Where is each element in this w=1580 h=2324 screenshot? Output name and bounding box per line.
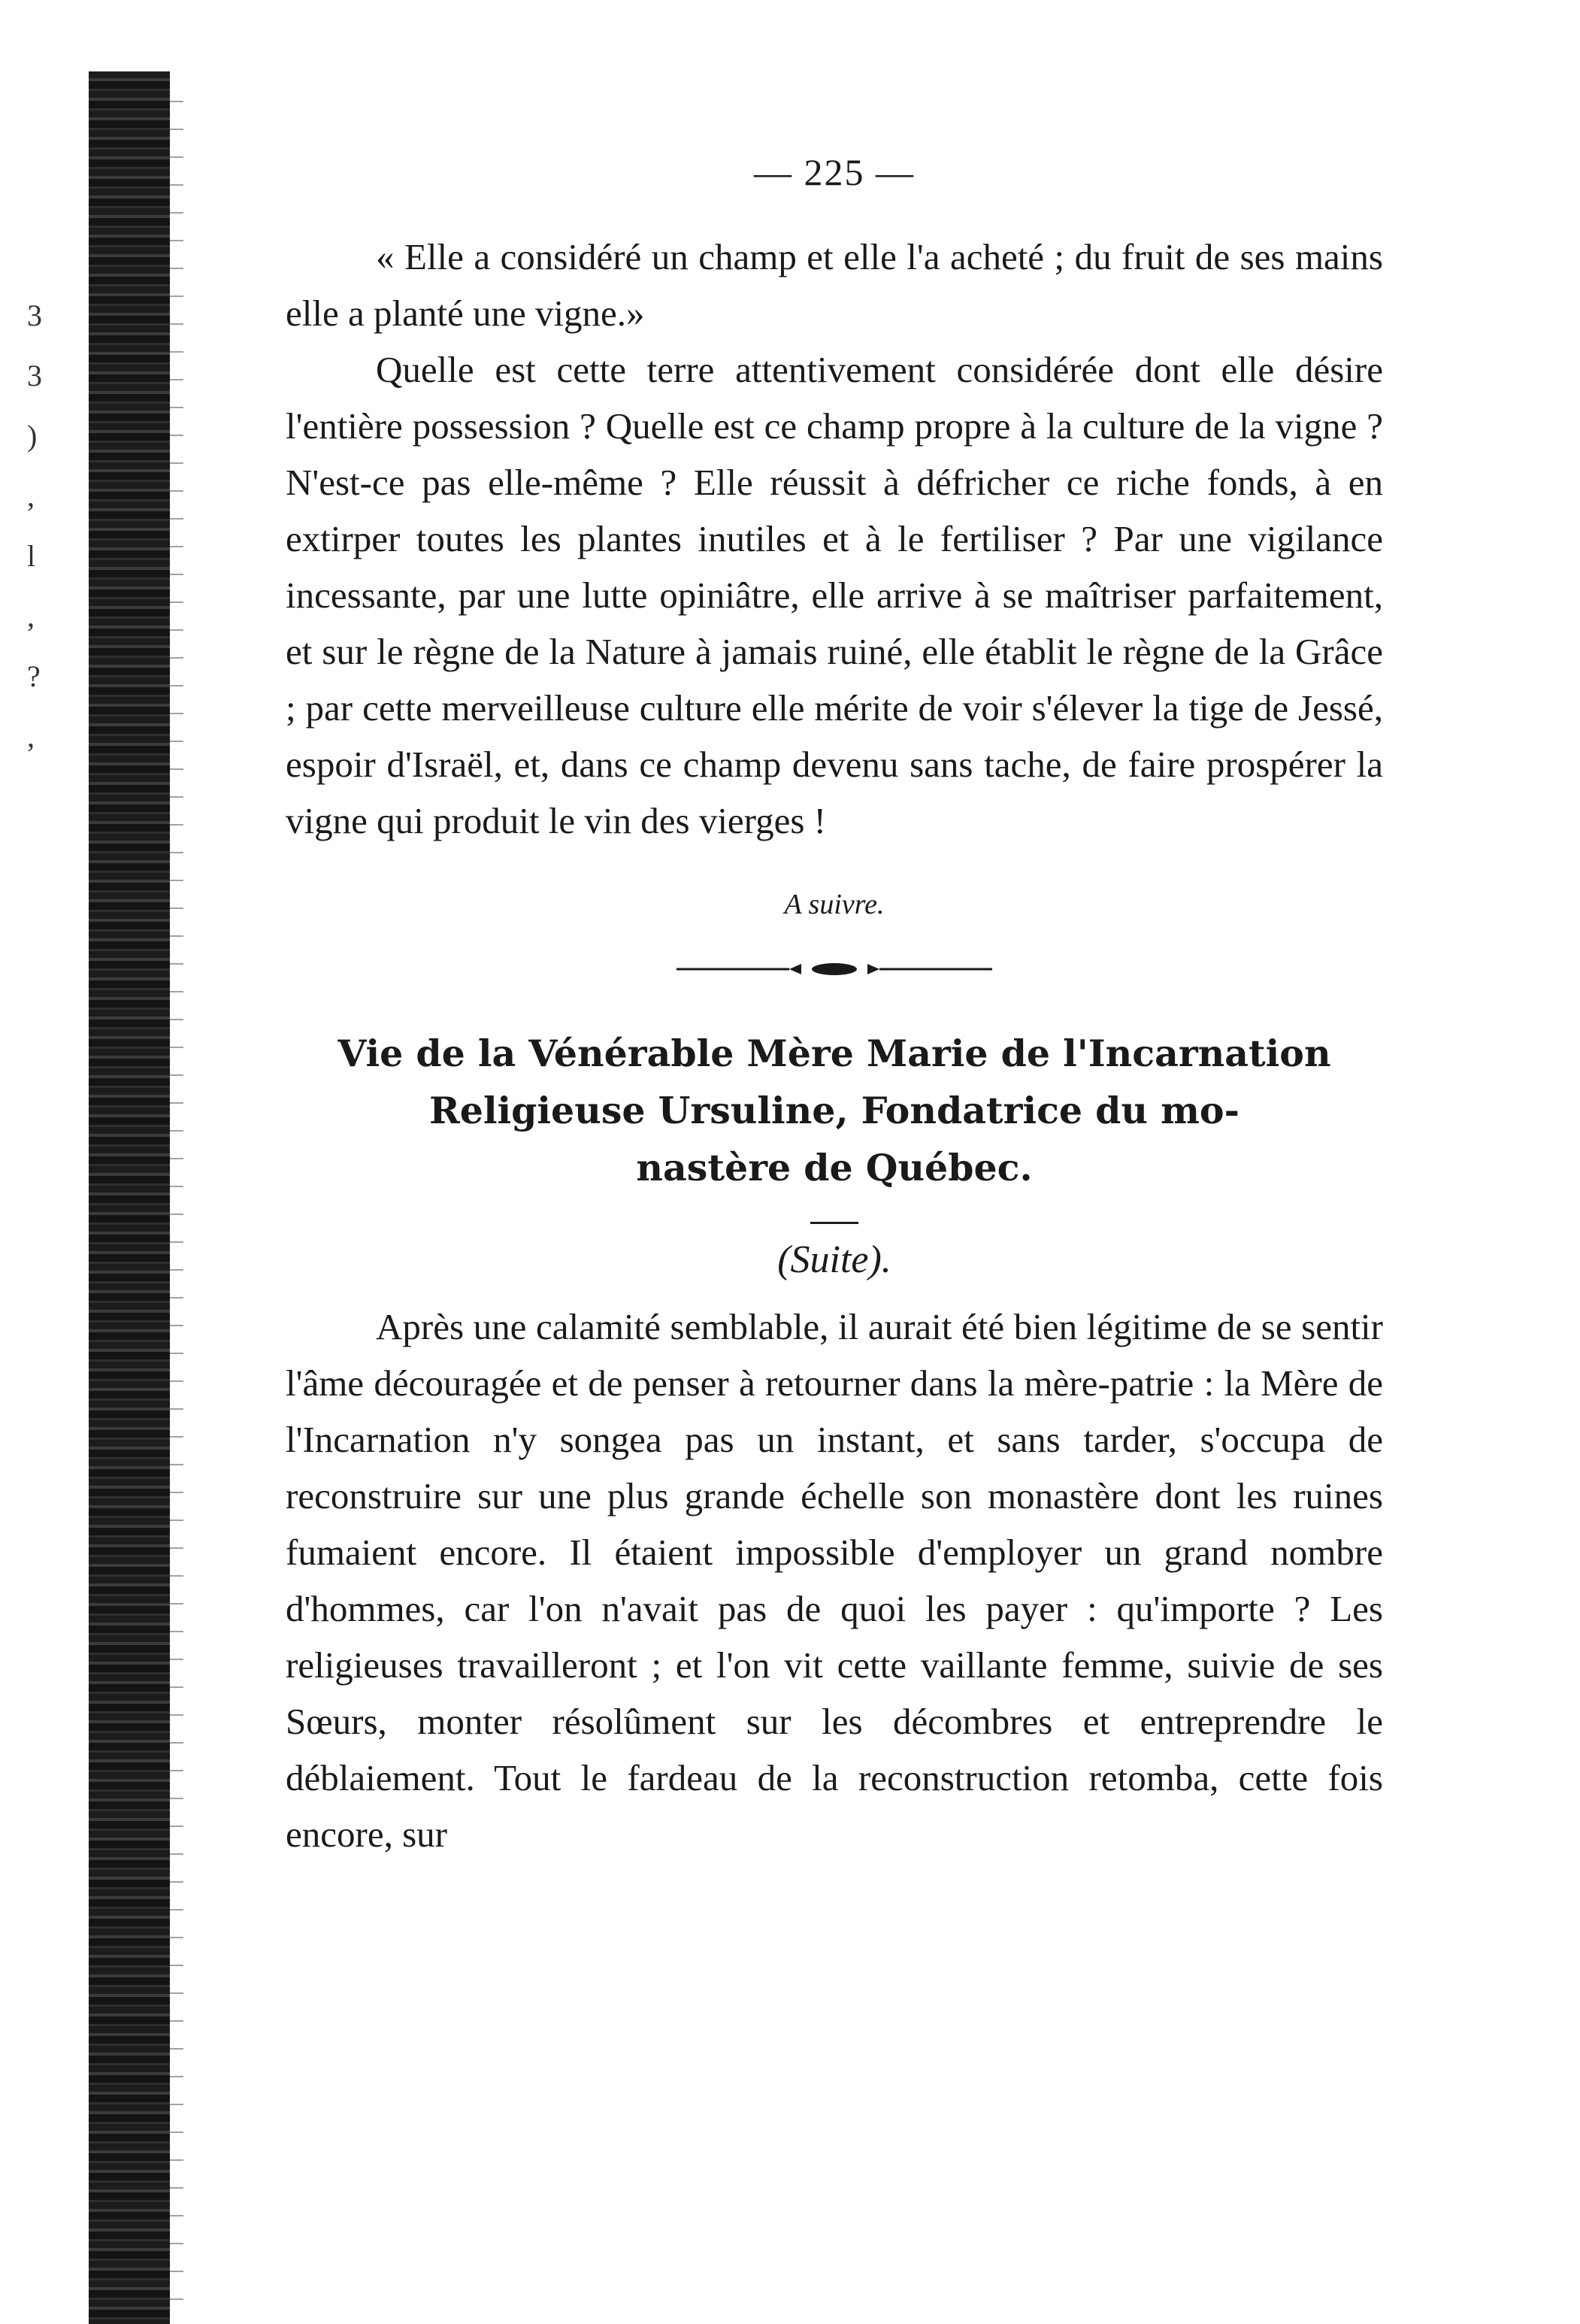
title-rule: [810, 1222, 858, 1224]
page-content: [286, 150, 1383, 1862]
paragraph-body: Après une calamité semblable, il aurait été bien légitime de se sentir l'âme découragée et de penser à retourner dans la mère-patrie : la Mère de l'Incarnation n'y songea pas un instant, et sans tarder, s'occupa de reconstruire sur une plus grande échelle son monastère dont les ruines fumaient encore. Il étaient impossible d'employer un grand nombre d'hommes, car l'on n'avait pas de quoi les payer : qu'importe ? Les religieuses travailleront ; et l'on vit cette vaillante femme, suivie de ses Sœurs, monter résolûment sur les décombres et entreprendre le déblaiement. Tout le fardeau de la reconstruction retomba, cette fois encore, sur: [286, 1306, 1383, 1855]
article-title: [286, 1025, 1383, 1196]
article-title-line: Vie de la Vénérable Mère Marie de l'Incarnation: [337, 1032, 1331, 1075]
continued-label: (Suite).: [777, 1238, 891, 1281]
book-binding-edge: [89, 71, 170, 2324]
article-title-line: nastère de Québec.: [636, 1146, 1033, 1189]
page-number: — 225 —: [754, 151, 915, 193]
binding-shadow: [170, 90, 183, 2316]
paragraph-reflection: Quelle est cette terre attentivement considérée dont elle désire l'entière possession ? Quelle est ce champ propre à la culture de la vigne ? N'est-ce pas elle-même ? Elle réussit à défricher ce riche fonds, à en extirper toutes les plantes inutiles et à le fertiliser ? Par une vigilance incessante, par une lutte opiniâtre, elle arrive à se maîtriser parfaitement, et sur le règne de la Nature à jamais ruiné, elle établit le règne de la Grâce ; par cette merveilleuse culture elle mérite de voir s'élever la tige de Jessé, espoir d'Israël, et, dans ce champ devenu sans tache, de faire prospérer la vigne qui produit le vin des vierges !: [286, 349, 1383, 841]
ornament-divider-icon: [676, 960, 992, 978]
article-title-line: Religieuse Ursuline, Fondatrice du mo-: [429, 1089, 1239, 1132]
paragraph-quote: « Elle a considéré un champ et elle l'a acheté ; du fruit de ses mains elle a planté une vigne.»: [286, 236, 1383, 334]
to-be-continued: A suivre.: [784, 889, 885, 920]
gutter-marks: 3 3 ) , l , ? ,: [27, 298, 42, 753]
